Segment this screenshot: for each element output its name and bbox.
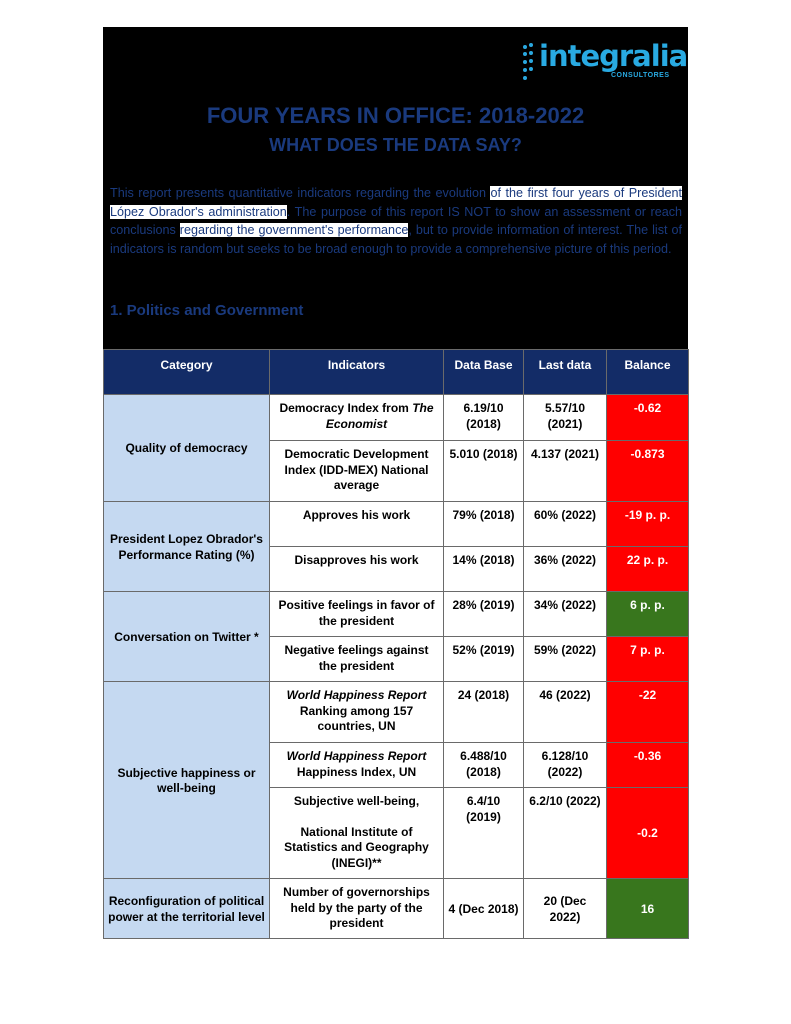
- last-value: 60% (2022): [524, 502, 607, 547]
- last-value: 6.128/10 (2022): [524, 743, 607, 788]
- base-value: 6.4/10 (2019): [444, 788, 524, 879]
- base-value: 5.010 (2018): [444, 441, 524, 502]
- report-header-block: [103, 27, 688, 349]
- header-last-data: Last data: [524, 350, 607, 395]
- table-header-row: [104, 350, 689, 395]
- indicator-cell: Approves his work: [270, 502, 444, 547]
- indicator-cell: Democracy Index from The Economist: [270, 395, 444, 441]
- intro-text-3: , but to provide information of interest. The list of indicators is random but seeks to be broad enough to provide a comprehensive picture of this period.: [110, 223, 682, 256]
- category-cell: Quality of democracy: [104, 395, 270, 502]
- base-value: 6.488/10 (2018): [444, 743, 524, 788]
- category-cell: Conversation on Twitter *: [104, 592, 270, 682]
- table-row: [104, 592, 689, 637]
- base-value: 4 (Dec 2018): [444, 879, 524, 939]
- table-row: [104, 879, 689, 939]
- last-value: 46 (2022): [524, 682, 607, 743]
- balance-value: -22: [607, 682, 689, 743]
- intro-highlight-1: of the first four years of President López Obrador's administration: [110, 186, 682, 219]
- category-cell: President Lopez Obrador's Performance Rating (%): [104, 502, 270, 592]
- balance-value: -0.2: [607, 788, 689, 879]
- indicator-cell: Positive feelings in favor of the president: [270, 592, 444, 637]
- last-value: 4.137 (2021): [524, 441, 607, 502]
- base-value: 52% (2019): [444, 637, 524, 682]
- intro-highlight-2: regarding the government's performance: [179, 223, 409, 238]
- logo-name: integralia: [539, 39, 688, 73]
- table-row: [104, 502, 689, 547]
- logo-dots-icon: [523, 43, 537, 81]
- balance-value: 6 p. p.: [607, 592, 689, 637]
- base-value: 28% (2019): [444, 592, 524, 637]
- header-balance: Balance: [607, 350, 689, 395]
- header-indicators: Indicators: [270, 350, 444, 395]
- last-value: 34% (2022): [524, 592, 607, 637]
- last-value: 36% (2022): [524, 547, 607, 592]
- category-cell: Reconfiguration of political power at the territorial level: [104, 879, 270, 939]
- header-category: Category: [104, 350, 270, 395]
- last-value: 20 (Dec 2022): [524, 879, 607, 939]
- indicators-table: [103, 349, 689, 939]
- table-row: [104, 682, 689, 743]
- balance-value: -0.62: [607, 395, 689, 441]
- balance-value: 7 p. p.: [607, 637, 689, 682]
- integralia-logo: [523, 39, 688, 89]
- indicator-cell: Democratic Development Index (IDD-MEX) National average: [270, 441, 444, 502]
- base-value: 6.19/10 (2018): [444, 395, 524, 441]
- report-subtitle: WHAT DOES THE DATA SAY?: [269, 135, 522, 155]
- indicator-cell: World Happiness Report Happiness Index, UN: [270, 743, 444, 788]
- base-value: 24 (2018): [444, 682, 524, 743]
- table-row: [104, 395, 689, 441]
- indicator-cell: World Happiness Report Ranking among 157 countries, UN: [270, 682, 444, 743]
- section-heading: 1. Politics and Government: [110, 302, 304, 319]
- intro-paragraph: [110, 184, 682, 258]
- category-cell: Subjective happiness or well-being: [104, 682, 270, 879]
- last-value: 5.57/10 (2021): [524, 395, 607, 441]
- balance-value: -19 p. p.: [607, 502, 689, 547]
- indicator-cell: Subjective well-being, National Institute of Statistics and Geography (INEGI)**: [270, 788, 444, 879]
- indicator-cell: Disapproves his work: [270, 547, 444, 592]
- last-value: 6.2/10 (2022): [524, 788, 607, 879]
- logo-subtitle: CONSULTORES: [611, 72, 670, 79]
- balance-value: 16: [607, 879, 689, 939]
- balance-value: -0.873: [607, 441, 689, 502]
- indicator-cell: Number of governorships held by the party of the president: [270, 879, 444, 939]
- last-value: 59% (2022): [524, 637, 607, 682]
- intro-text-2: . The purpose of this report IS NOT to show an assessment or reach conclusions: [110, 204, 683, 238]
- indicator-cell: Negative feelings against the president: [270, 637, 444, 682]
- balance-value: 22 p. p.: [607, 547, 689, 592]
- report-title: FOUR YEARS IN OFFICE: 2018-2022: [206, 103, 585, 128]
- balance-value: -0.36: [607, 743, 689, 788]
- base-value: 79% (2018): [444, 502, 524, 547]
- intro-text-1: This report presents quantitative indicators regarding the evolution: [110, 186, 491, 200]
- base-value: 14% (2018): [444, 547, 524, 592]
- header-data-base: Data Base: [444, 350, 524, 395]
